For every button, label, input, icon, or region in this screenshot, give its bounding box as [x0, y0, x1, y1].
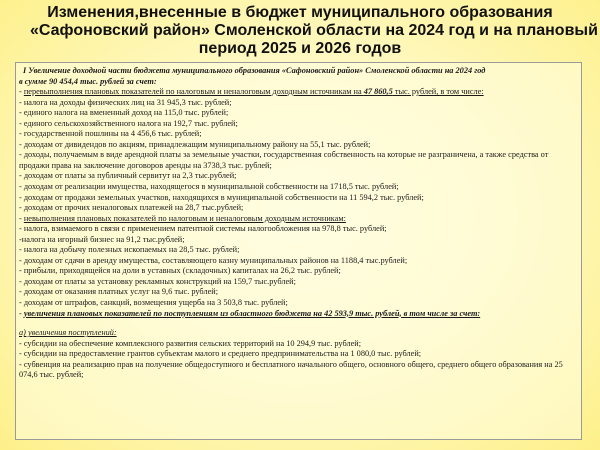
list-item: - доходам от платы за установку рекламных конструкций на 159,7 тыс.рублей; [19, 276, 296, 286]
shortfall-line [19, 214, 577, 225]
list-item: - доходам от продажи земельных участков, находящихся в муниципальной собственности на 11 594,2 тыс. рублей; [19, 192, 424, 202]
list-item: - налога на добычу полезных ископаемых на 28,5 тыс. рублей; [19, 245, 240, 255]
list-item: - доходам от штрафов, санкций, возмещения ущерба на 3 503,8 тыс. рублей; [19, 298, 288, 308]
list-item: -налога на игорный бизнес на 91,2 тыс.рублей; [19, 234, 185, 244]
list-item: - доходам от платы за публичный сервитут на 2,3 тыс.рублей; [19, 171, 237, 181]
content-box [15, 62, 582, 440]
shortfall-text: невыполнения плановых показателей по налоговым и неналоговым доходным источникам: [23, 213, 346, 223]
list-item-education-subvention: - субвенция на реализацию прав на получение общедоступного и бесплатного начального общего, основного общего, среднего общего образования на 25 074,6 тыс. рублей; [19, 359, 563, 380]
list-item: - субсидии на обеспечение комплексного развития сельских территорий на 10 294,9 тыс. рублей; [19, 338, 362, 348]
overfulfillment-prefix: - [19, 87, 24, 97]
list-item: - единого сельскохозяйственного налога на 192,7 тыс. рублей; [19, 118, 238, 128]
list-item-land-rent: - доходы, получаемым в виде арендной платы за земельные участки, государственная собственность на которые не разграничена, а также средства от продажи права на заключение договоров аренды на 3738,3 тыс. рублей; [19, 150, 549, 170]
overfulfillment-amount: 47 860,5 [363, 87, 393, 97]
list-item: - доходам от прочих неналоговых платежей на 28,7 тыс.рублей; [19, 203, 244, 213]
list-item: - доходам от оказания платных услуг на 9,6 тыс. рублей; [19, 287, 219, 297]
regional-text: увеличения плановых показателей по поступлениям из областного бюджета на [23, 308, 325, 318]
list-item: - прибыли, приходящейся на доли в уставных (складочных) капиталах на 26,2 тыс. рублей; [19, 266, 341, 276]
regional-budget-line [19, 309, 577, 320]
overfulfillment-line [19, 87, 577, 98]
section-heading: I Увеличение доходной части бюджета муниципального образования «Сафоновский район» Смоленской области на 2024 год [23, 66, 486, 75]
list-item: - субсидии на предоставление грантов субъектам малого и среднего предпринимательства на 1 080,0 тыс. рублей; [19, 349, 422, 359]
overfulfillment-suffix: тыс. рублей, в том числе: [392, 87, 484, 97]
title-line-1: Изменения,внесенные в бюджет муниципального образования [47, 4, 553, 21]
regional-suffix: тыс. рублей, в том числе за счет: [353, 308, 481, 318]
list-item: - налога, взимаемого в связи с применением патентной системы налогообложения на 978,8 тыс. рублей; [19, 224, 387, 234]
title-line-3: период 2025 и 2026 годов [198, 40, 402, 57]
overfulfillment-text: перевыполнения плановых показателей по налоговым и неналоговым доходным источникам на [23, 87, 364, 97]
subheading-increase [19, 328, 577, 339]
list-item: - государственной пошлины на 4 456,6 тыс. рублей; [19, 129, 202, 139]
spacer [19, 319, 577, 328]
list-item: - единого налога на вмененный доход на 115,0 тыс. рублей; [19, 108, 229, 118]
title-line-2: «Сафоновский район» Смоленской области на 2024 год и на плановый [30, 22, 598, 39]
content-text [19, 66, 577, 381]
regional-prefix: - [19, 308, 24, 318]
regional-amount: 42 593,9 [324, 308, 354, 318]
subheading-text: а) увеличения поступлений: [19, 328, 117, 338]
list-item: - налога на доходы физических лиц на 31 945,3 тыс. рублей; [19, 97, 232, 107]
list-item: - доходам от реализации имущества, находящегося в муниципальной собственности на 1718,5 тыс. рублей; [19, 182, 399, 192]
list-item: - доходам от дивидендов по акциям, принадлежащим муниципальному району на 55,1 тыс. рублей; [19, 139, 371, 149]
page-title [30, 4, 598, 58]
list-item: - доходам от сдачи в аренду имущества, составляющего казну муниципальных районов на 1188,4 тыс.рублей; [19, 255, 408, 265]
shortfall-prefix: - [19, 213, 24, 223]
section-heading-sum: в сумме 90 454,4 тыс. рублей за счет: [19, 76, 157, 86]
